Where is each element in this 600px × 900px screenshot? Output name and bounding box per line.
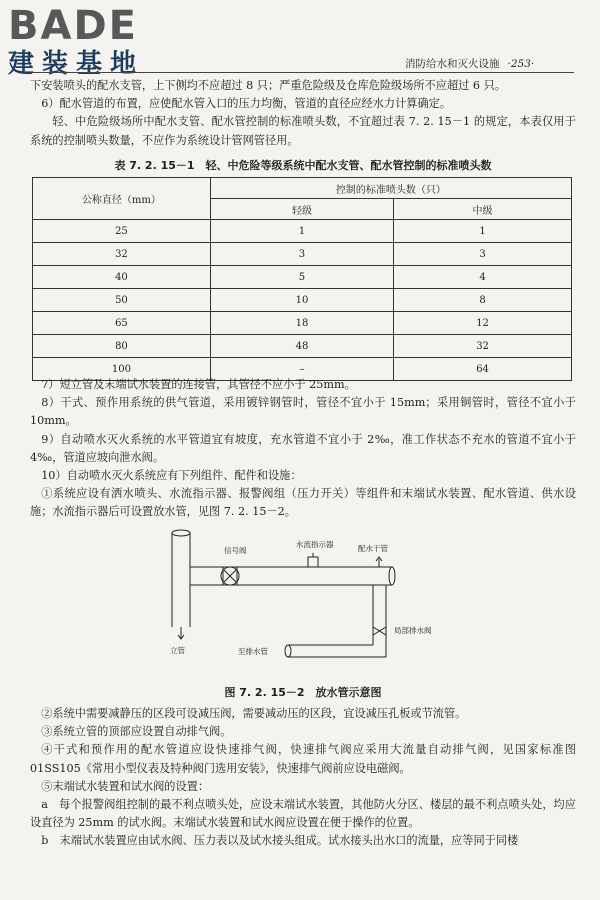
paragraph-sub-3: ③系统立管的顶部应设置自动排气阀。	[41, 725, 232, 739]
cell-diameter: 50	[33, 289, 211, 312]
drain-branch-pipe	[373, 585, 386, 645]
cell-light: 1	[210, 220, 393, 243]
cell-diameter: 80	[33, 335, 211, 358]
cell-diameter: 100	[33, 358, 211, 381]
logo-subtitle: 建装基地	[8, 49, 145, 79]
label-riser: 立管	[170, 646, 185, 655]
label-to-drain: 至排水管	[238, 647, 268, 656]
cell-medium: 3	[394, 243, 572, 266]
paragraph-item-7: 7）短立管及末端试水装置的连接管，其管径不应小于 25mm。	[41, 378, 356, 391]
cell-light: –	[210, 358, 393, 381]
cell-light: 48	[210, 335, 393, 358]
running-head	[405, 56, 534, 71]
table-title: 表 7. 2. 15－1 轻、中危险等级系统中配水支管、配水管控制的标准喷头数	[114, 159, 492, 172]
table-header-row	[33, 178, 572, 199]
cell-medium: 64	[394, 358, 572, 381]
cell-light: 10	[210, 289, 393, 312]
paragraph-sub-1: ①系统应设有洒水喷头、水流指示器、报警阀组（压力开关）等组件和末端试水装置、配水管道、供水设施；水流指示器后可设置放水管，见图 7. 2. 15－2。	[30, 487, 576, 519]
cell-light: 18	[210, 312, 393, 335]
table-row	[33, 312, 572, 335]
cell-medium: 8	[394, 289, 572, 312]
main-pipe	[190, 567, 392, 585]
cell-medium: 32	[394, 335, 572, 358]
riser-pipe	[172, 533, 190, 627]
paragraph-sub-5a: a 每个报警阀组控制的最不利点喷头处，应设末端试水装置，其他防火分区、楼层的最不利点喷头处，均应设直径为 25mm 的试水阀。末端试水装置和试水阀应设置在便于操作的位置。	[30, 798, 576, 830]
table-row	[33, 289, 572, 312]
text-block-top	[30, 77, 576, 150]
cell-diameter: 25	[33, 220, 211, 243]
label-drain-valve: 局部排水阀	[394, 626, 432, 635]
paragraph-table-intro: 轻、中危险级场所中配水支管、配水管控制的标准喷头数，不宜超过表 7. 2. 15－1 的规定，本表仅用于系统的控制喷头数量，不应作为系统设计管网管径用。	[30, 115, 576, 147]
running-head-title: 消防给水和灭火设施	[405, 58, 500, 70]
sprinkler-count-table	[32, 177, 572, 381]
paragraph-sub-5b: b 末端试水装置应由试水阀、压力表以及试水接头组成。试水接头出水口的流量，应等同于同楼	[41, 834, 519, 848]
paragraph-item-10: 10）自动喷水灭火系统应有下列组件、配件和设施：	[41, 469, 302, 483]
paragraph-continued: 下安装喷头的配水支管，上下侧均不应超过 8 只；严重危险级及仓库危险级场所不应超过 6 只。	[30, 79, 506, 92]
label-signal-valve: 信号阀	[224, 546, 247, 555]
drain-pipe-diagram	[160, 527, 460, 682]
table-row	[33, 220, 572, 243]
cell-light: 5	[210, 266, 393, 289]
cell-medium: 12	[394, 312, 572, 335]
table-row	[33, 266, 572, 289]
paragraph-item-8: 8）干式、预作用系统的供气管道，采用镀锌钢管时，管径不宜小于 15mm；采用铜管时，管径不宜小于 10mm。	[30, 396, 576, 428]
header-rule	[30, 72, 574, 73]
table-row	[33, 335, 572, 358]
text-block-middle	[30, 376, 576, 522]
paragraph-item-9: 9）自动喷水灭火系统的水平管道宜有坡度，充水管道不宜小于 2‰，准工作状态不充水的管道不宜小于 4‰，管道应坡向泄水阀。	[30, 432, 576, 464]
paragraph-item-6: 6）配水管道的布置，应使配水管入口的压力均衡，管道的直径应经水力计算确定。	[41, 97, 452, 111]
text-block-bottom	[30, 705, 576, 851]
table-row	[33, 243, 572, 266]
cell-medium: 1	[394, 220, 572, 243]
label-flow-indicator: 水流指示器	[296, 540, 334, 549]
logo	[8, 4, 178, 80]
riser-top	[172, 530, 190, 536]
cell-light: 3	[210, 243, 393, 266]
figure-caption: 图 7. 2. 15－2 放水管示意图	[224, 686, 382, 699]
logo-brand: BADE	[8, 3, 138, 49]
header-group: 控制的标准喷头数（只）	[210, 178, 571, 199]
to-drain-pipe	[288, 645, 386, 657]
paragraph-sub-5: ⑤末端试水装置和试水阀的设置：	[41, 779, 210, 793]
paragraph-sub-2: ②系统中需要减静压的区段可设减压阀，需要减动压的区段，宜设减压孔板或节流管。	[41, 707, 467, 720]
header-diameter: 公称直径（mm）	[33, 178, 211, 220]
drain-valve-symbol	[373, 627, 386, 635]
cell-medium: 4	[394, 266, 572, 289]
header-medium: 中级	[394, 199, 572, 220]
cell-diameter: 32	[33, 243, 211, 266]
page-number: ·253·	[507, 58, 535, 70]
paragraph-sub-4: ④干式和预作用的配水管道应设快速排气阀，快速排气阀应采用大流量自动排气阀，见国家标准图 01SS105《常用小型仪表及特种阀门选用安装》，快速排气阀前应设电磁阀。	[30, 743, 576, 775]
header-light: 轻级	[210, 199, 393, 220]
cell-diameter: 65	[33, 312, 211, 335]
cell-diameter: 40	[33, 266, 211, 289]
label-branch-pipe: 配水干管	[358, 544, 388, 553]
flow-indicator-symbol	[308, 557, 318, 567]
